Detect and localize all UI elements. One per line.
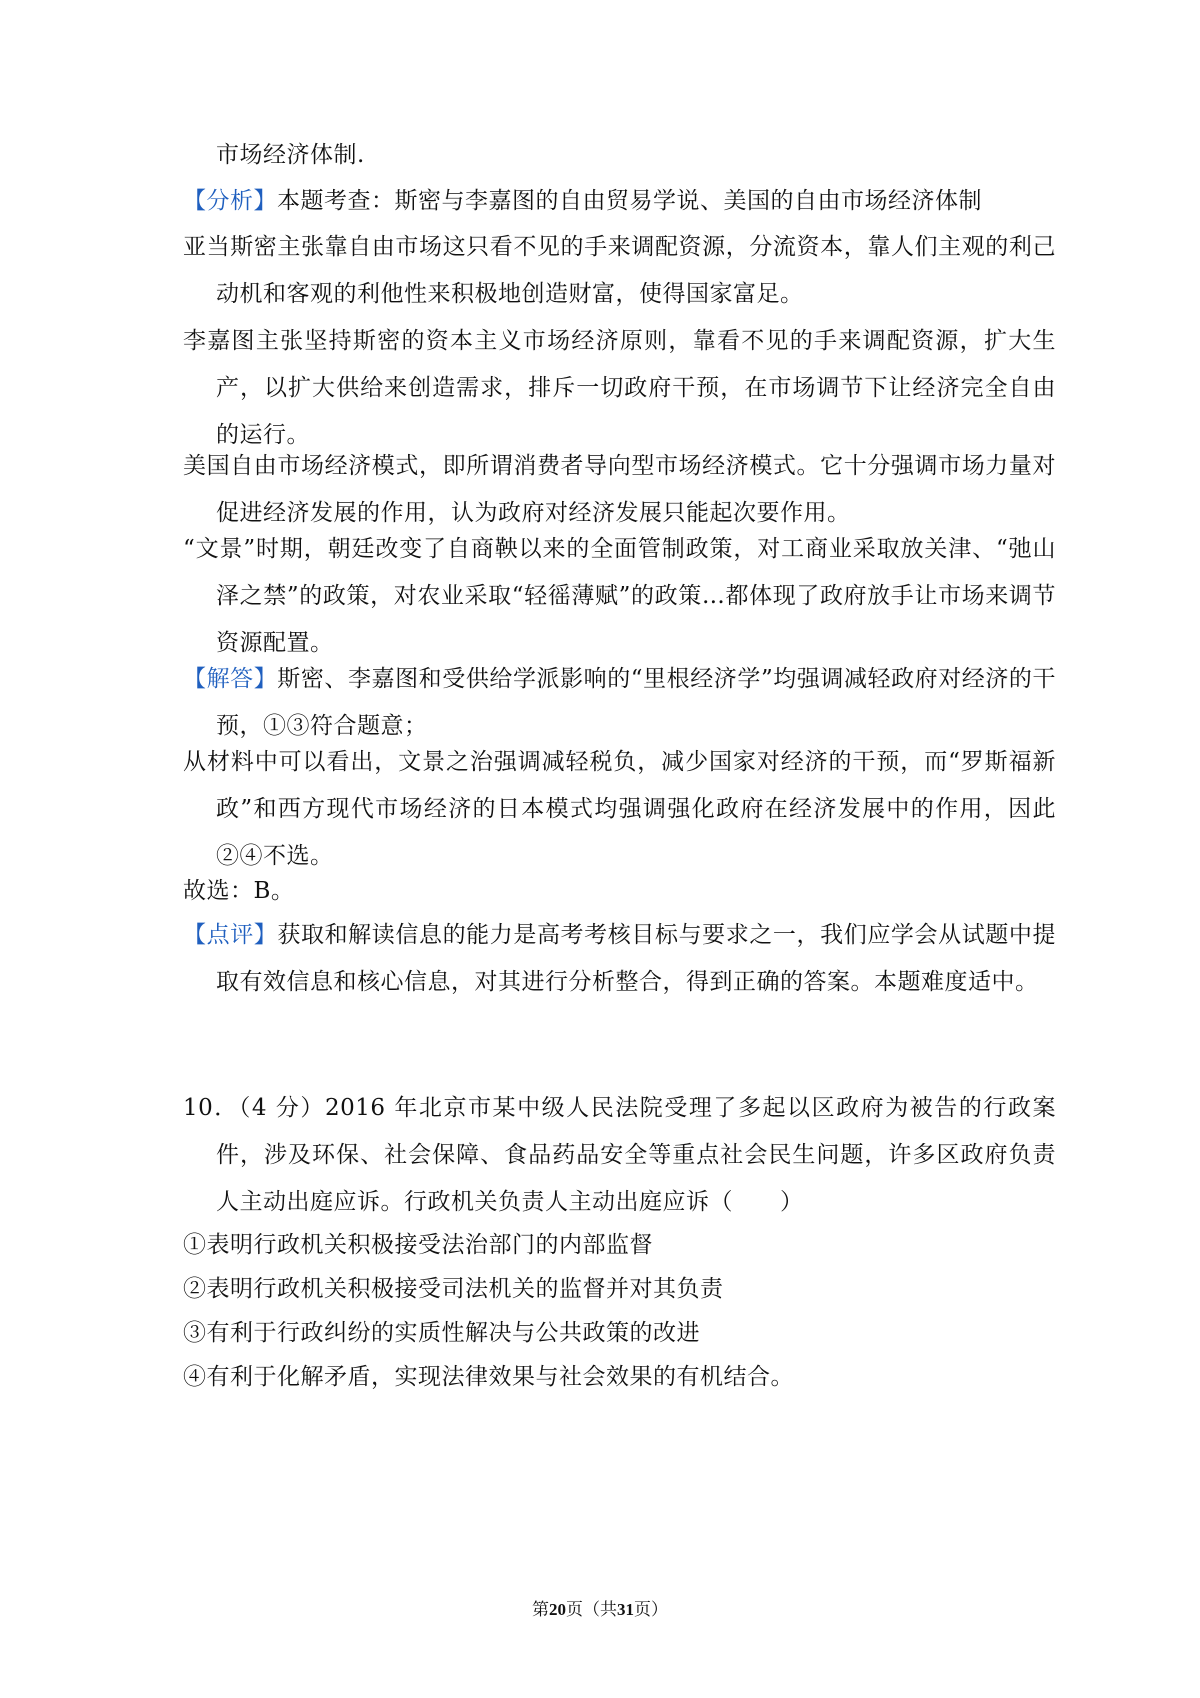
option-2 — [183, 1266, 1023, 1313]
smith-text: 亚当斯密主张靠自由市场这只看不见的手来调配资源，分流资本，靠人们主观的利己动机和客观的利他性来积极地创造财富，使得国家富足。 — [183, 234, 1056, 307]
smith-paragraph — [183, 224, 1056, 318]
usa-text: 美国自由市场经济模式，即所谓消费者导向型市场经济模式。它十分强调市场力量对促进经济发展的作用，认为政府对经济发展只能起次要作用。 — [183, 453, 1056, 526]
ricardo-paragraph — [183, 318, 1056, 459]
comment-tag: 【点评】 — [183, 922, 278, 948]
answer-paragraph — [183, 656, 1056, 750]
option-4-text: ④有利于化解矛盾，实现法律效果与社会效果的有机结合。 — [183, 1364, 794, 1390]
footer-suffix: 页） — [634, 1600, 668, 1620]
answer-text: 斯密、李嘉图和受供给学派影响的“里根经济学”均强调减轻政府对经济的干预，①③符合题意； — [216, 666, 1056, 739]
footer-page-number: 20 — [549, 1600, 566, 1619]
footer-middle: 页（共 — [566, 1600, 617, 1620]
option-3-text: ③有利于行政纠纷的实质性解决与公共政策的改进 — [183, 1320, 700, 1346]
option-1 — [183, 1222, 1023, 1269]
question-stem — [183, 1085, 1056, 1226]
comment-text: 获取和解读信息的能力是高考考核目标与要求之一，我们应学会从试题中提取有效信息和核心信息，对其进行分析整合，得到正确的答案。本题难度适中。 — [216, 922, 1057, 995]
footer-total-pages: 31 — [617, 1600, 634, 1619]
continued-line — [183, 132, 1056, 179]
material-text: 从材料中可以看出，文景之治强调减轻税负，减少国家对经济的干预，而“罗斯福新政”和西方现代市场经济的日本模式均强调强化政府在经济发展中的作用，因此②④不选。 — [183, 749, 1056, 869]
option-3 — [183, 1310, 1023, 1357]
analysis-text: 本题考查：斯密与李嘉图的自由贸易学说、美国的自由市场经济体制 — [277, 188, 982, 214]
question-text: （4 分）2016 年北京市某中级人民法院受理了多起以区政府为被告的行政案件，涉及环保、社会保障、食品药品安全等重点社会民生问题，许多区政府负责人主动出庭应诉。行政机关负责人主动出庭应诉（ ） — [216, 1095, 1056, 1215]
wenjing-text: “文景”时期，朝廷改变了自商鞅以来的全面管制政策，对工商业采取放关津、“弛山泽之禁”的政策，对农业采取“轻徭薄赋”的政策…都体现了政府放手让市场来调节资源配置。 — [183, 536, 1056, 656]
option-2-text: ②表明行政机关积极接受司法机关的监督并对其负责 — [183, 1276, 724, 1302]
choice-line — [183, 868, 1023, 915]
question-number: 10． — [183, 1095, 239, 1121]
footer-prefix: 第 — [532, 1600, 549, 1620]
comment-paragraph — [183, 912, 1056, 1006]
analysis-tag: 【分析】 — [183, 188, 277, 214]
answer-tag: 【解答】 — [183, 666, 278, 692]
option-1-text: ①表明行政机关积极接受法治部门的内部监督 — [183, 1232, 653, 1258]
wenjing-paragraph — [183, 526, 1056, 667]
option-4 — [183, 1354, 1023, 1401]
ricardo-text: 李嘉图主张坚持斯密的资本主义市场经济原则，靠看不见的手来调配资源，扩大生产，以扩大供给来创造需求，排斥一切政府干预，在市场调节下让经济完全自由的运行。 — [183, 328, 1056, 448]
usa-paragraph — [183, 443, 1056, 537]
analysis-paragraph — [183, 178, 1056, 225]
page-footer — [0, 1598, 1200, 1622]
choice-text: 故选：B。 — [183, 878, 295, 904]
material-paragraph — [183, 739, 1056, 880]
continued-text: 市场经济体制. — [216, 142, 365, 168]
